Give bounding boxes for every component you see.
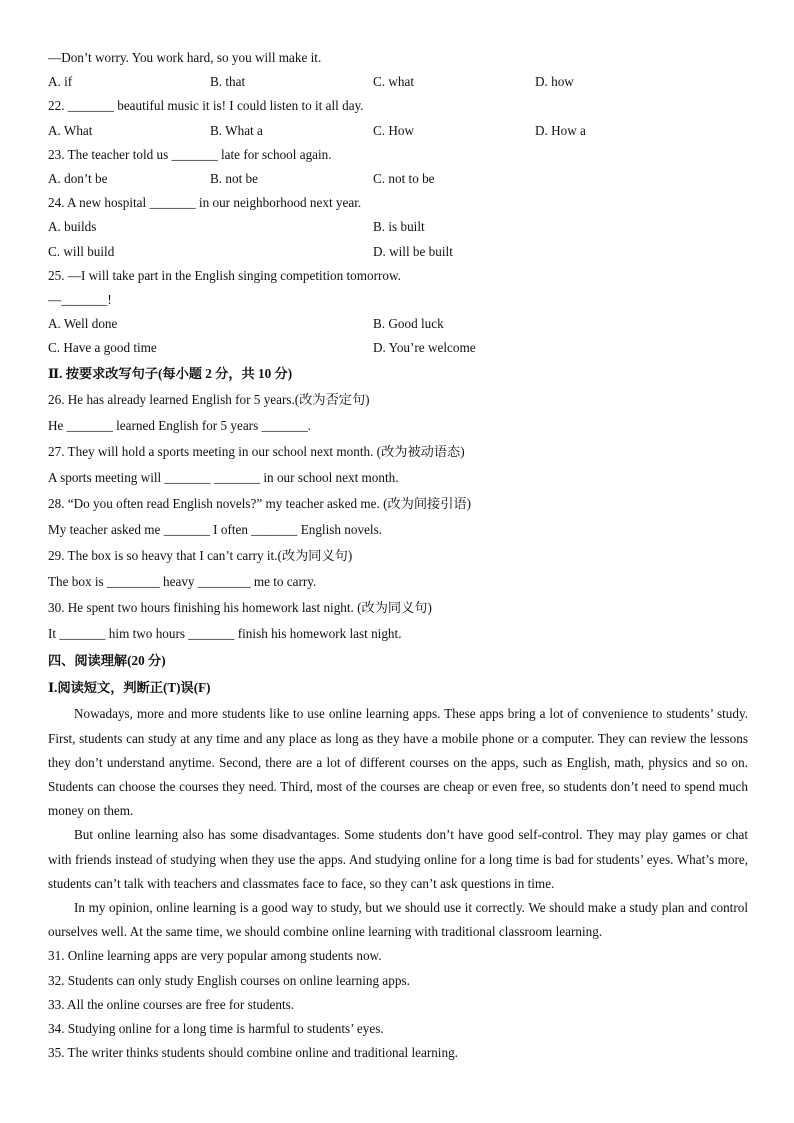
- q26-answer-line[interactable]: He _______ learned English for 5 years _______.: [48, 418, 311, 434]
- q25-option-c[interactable]: C. Have a good time: [48, 340, 157, 356]
- q27-question: 27. They will hold a sports meeting in our school next month. (改为被动语态): [48, 444, 465, 460]
- q28-question: 28. “Do you often read English novels?” my teacher asked me. (改为间接引语): [48, 496, 471, 512]
- q22-option-c[interactable]: C. How: [373, 122, 415, 138]
- q21-option-a[interactable]: A. if: [48, 74, 73, 90]
- q30-answer-line[interactable]: It _______ him two hours _______ finish his homework last night.: [48, 626, 402, 642]
- q23-options: [48, 167, 748, 191]
- q22-options: [48, 119, 748, 143]
- q29-question: 29. The box is so heavy that I can’t carry it.(改为同义句): [48, 548, 353, 564]
- q22-option-d[interactable]: D. How a: [535, 122, 586, 138]
- q23-stem: 23. The teacher told us _______ late for school again.: [48, 146, 332, 162]
- q25-options-row1: [48, 312, 748, 336]
- q26-question: 26. He has already learned English for 5 years.(改为否定句): [48, 392, 370, 408]
- reading-passage: [48, 702, 748, 944]
- exam-page: [48, 46, 748, 1065]
- q21-option-b[interactable]: B. that: [210, 74, 246, 90]
- section4-heading: 四、阅读理解(20 分): [48, 653, 166, 669]
- q22-stem: 22. _______ beautiful music it is! I could listen to it all day.: [48, 98, 364, 114]
- statement-35: 35. The writer thinks students should combine online and traditional learning.: [48, 1045, 458, 1061]
- q21-option-d[interactable]: D. how: [535, 74, 574, 90]
- section2-heading: Ⅱ. 按要求改写句子(每小题 2 分，共 10 分): [48, 366, 293, 382]
- q24-option-d[interactable]: D. will be built: [373, 243, 453, 259]
- passage-paragraph: But online learning also has some disadvantages. Some students don’t have good self-control. They may play games or chat with friends instead of studying when they use the apps. And studying online for a long time is bad for students’ eyes. What’s more, students can’t talk with teachers and classmates face to face, so they can’t ask questions in time.: [48, 827, 748, 891]
- q22-option-a[interactable]: A. What: [48, 122, 93, 138]
- q25-options-row2: [48, 336, 748, 360]
- q25-stem: 25. —I will take part in the English singing competition tomorrow.: [48, 267, 401, 283]
- q29-answer-line[interactable]: The box is ________ heavy ________ me to carry.: [48, 574, 317, 590]
- q30-question: 30. He spent two hours finishing his homework last night. (改为同义句): [48, 600, 432, 616]
- q23-option-b[interactable]: B. not be: [210, 170, 258, 186]
- q27-answer-line[interactable]: A sports meeting will _______ _______ in our school next month.: [48, 470, 399, 486]
- passage-paragraph: Nowadays, more and more students like to use online learning apps. These apps bring a lot of convenience to students’ study. First, students can study at any time and any place as long as they have a mobile phone or a computer. They can review the lessons they don’t understand anytime. Second, there are a lot of different courses on the apps, such as English, math, physics and so on. Students can choose the courses they need. Third, most of the courses are cheap or even free, so students don’t need to spend much money on them.: [48, 706, 748, 819]
- section4-subheading: Ⅰ.阅读短文，判断正(T)误(F): [48, 680, 211, 696]
- q23-option-a[interactable]: A. don’t be: [48, 170, 108, 186]
- q24-options-row2: [48, 240, 748, 264]
- q24-option-a[interactable]: A. builds: [48, 219, 97, 235]
- q25-option-b[interactable]: B. Good luck: [373, 316, 444, 332]
- q22-option-b[interactable]: B. What a: [210, 122, 263, 138]
- q21-options: [48, 70, 748, 94]
- q25-option-d[interactable]: D. You’re welcome: [373, 340, 476, 356]
- q21-dialogue-reply: —Don’t worry. You work hard, so you will make it.: [48, 50, 322, 65]
- statement-33: 33. All the online courses are free for students.: [48, 996, 295, 1012]
- q23-option-c[interactable]: C. not to be: [373, 170, 435, 186]
- q25-reply: —_______!: [48, 291, 112, 307]
- q24-option-b[interactable]: B. is built: [373, 219, 425, 235]
- q24-stem: 24. A new hospital _______ in our neighborhood next year.: [48, 195, 362, 211]
- q25-option-a[interactable]: A. Well done: [48, 316, 118, 332]
- passage-paragraph: In my opinion, online learning is a good way to study, but we should use it correctly. We should make a study plan and control ourselves well. At the same time, we should combine online learning with traditional classroom learning.: [48, 900, 748, 940]
- q24-options-row1: [48, 215, 748, 239]
- q28-answer-line[interactable]: My teacher asked me _______ I often _______ English novels.: [48, 522, 383, 538]
- q21-option-c[interactable]: C. what: [373, 74, 415, 90]
- q24-option-c[interactable]: C. will build: [48, 243, 115, 259]
- statement-32: 32. Students can only study English courses on online learning apps.: [48, 972, 410, 988]
- statement-34: 34. Studying online for a long time is harmful to students’ eyes.: [48, 1021, 384, 1037]
- statement-31: 31. Online learning apps are very popular among students now.: [48, 948, 382, 964]
